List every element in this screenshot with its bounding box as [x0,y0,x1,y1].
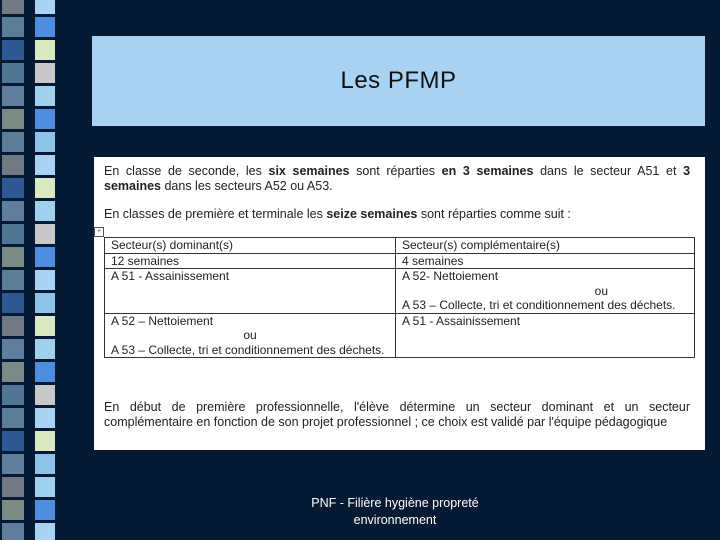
option-line: A 52- Nettoiement [402,269,499,283]
bold-run: 3 semaines [104,164,691,193]
decorative-square-strip [0,0,90,540]
bold-run: six semaines [268,164,350,178]
slide-title-box [92,36,705,126]
text-run: dans le secteur A51 et [533,164,684,178]
decorative-square [35,178,55,198]
decorative-square [35,0,55,14]
decorative-square [35,201,55,221]
decorative-square [2,339,24,359]
decorative-square [2,362,24,382]
text-run: En classes de première et terminale les [104,207,327,221]
slide-title: Les PFMP [340,67,457,94]
table-row [105,238,695,254]
text-run: En classe de seconde, les [104,164,269,178]
option-line: A 53 – Collecte, tri et conditionnement des déchets. [111,342,385,357]
decorative-square [2,477,24,497]
decorative-square [2,270,24,290]
decorative-square [2,316,24,336]
decorative-square [35,17,55,37]
decorative-square [35,247,55,267]
decorative-square [35,155,55,175]
decorative-square [35,477,55,497]
table-cell [105,313,396,358]
decorative-square [35,86,55,106]
table-row [105,313,695,358]
decorative-square [35,500,55,520]
table-row [105,253,695,269]
bold-run: seize semaines [326,207,418,221]
decorative-square [35,385,55,405]
table-cell [396,269,695,314]
or-separator: ou [243,328,257,342]
table-header-cell: Secteur(s) complémentaire(s) [396,238,695,254]
decorative-square [2,178,24,198]
decorative-square [35,293,55,313]
decorative-square [35,523,55,540]
decorative-square [2,86,24,106]
decorative-square [2,500,24,520]
decorative-square [2,109,24,129]
paragraph-seconde [104,164,690,194]
decorative-square [2,63,24,83]
table-cell: 12 semaines [105,253,396,269]
decorative-square [2,408,24,428]
decorative-square [2,247,24,267]
table-header-cell: Secteur(s) dominant(s) [105,238,396,254]
footer-line: PNF - Filière hygiène propreté [311,496,479,510]
decorative-square [2,40,24,60]
table-row [105,269,695,314]
or-separator: ou [594,283,608,298]
slide-footer [290,495,500,529]
table-cell: A 51 - Assainissement [105,269,396,314]
decorative-square [35,63,55,83]
decorative-square [35,270,55,290]
sectors-table [104,237,695,358]
document-excerpt [94,157,705,450]
decorative-square [35,316,55,336]
decorative-square [2,454,24,474]
decorative-square [35,339,55,359]
paragraph-choice: En début de première professionnelle, l'élève détermine un secteur dominant et un secteur complémentaire en fonction de son projet professionnel ; ce choix est validé par l'équipe pédagogique [104,400,690,429]
decorative-square [2,17,24,37]
decorative-square [2,132,24,152]
decorative-square [2,224,24,244]
bold-run: en 3 semaines [441,164,534,178]
text-run: sont réparties comme suit : [417,207,571,221]
footer-line: environnement [353,513,437,527]
decorative-square [35,224,55,244]
decorative-square [35,40,55,60]
decorative-square [35,454,55,474]
option-line: A 52 – Nettoiement [111,313,214,328]
table-cell: A 51 - Assainissement [396,313,695,358]
table-cell: 4 semaines [396,253,695,269]
decorative-square [2,431,24,451]
decorative-square [2,155,24,175]
decorative-square [35,408,55,428]
decorative-square [35,362,55,382]
table-anchor-icon: + [94,227,104,237]
decorative-square [2,385,24,405]
decorative-square [35,431,55,451]
paragraph-premiere-terminale [104,207,690,222]
decorative-square [2,523,24,540]
text-run: sont réparties [349,164,442,178]
decorative-square [2,201,24,221]
option-line: A 53 – Collecte, tri et conditionnement des déchets. [402,298,676,312]
decorative-square [35,132,55,152]
decorative-square [2,293,24,313]
decorative-square [2,0,24,14]
decorative-square [35,109,55,129]
text-run: dans les secteurs A52 ou A53. [160,179,333,193]
